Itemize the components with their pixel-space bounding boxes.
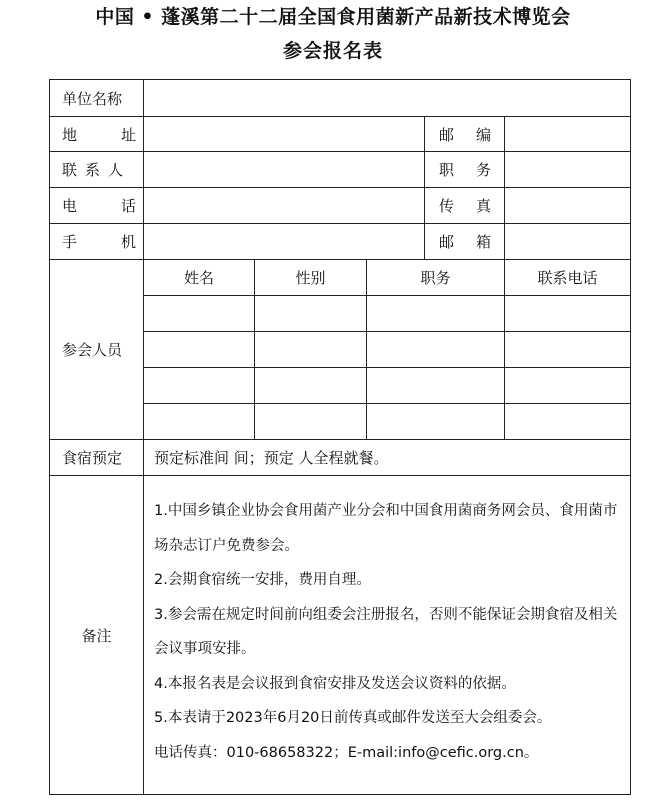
email-label: 邮 箱 [425, 224, 505, 260]
column-header-name: 姓名 [144, 260, 255, 296]
attendee-name-cell[interactable] [144, 332, 255, 368]
position-label: 职 务 [425, 152, 505, 188]
mobile-field[interactable] [144, 224, 425, 260]
notes-label: 备注 [50, 476, 144, 795]
email-field[interactable] [505, 224, 631, 260]
note-line: 1.中国乡镇企业协会食用菌产业分会和中国食用菌商务网会员、食用菌市场杂志订户免费参会。 [154, 503, 618, 554]
attendee-position-cell[interactable] [367, 332, 505, 368]
fax-label: 传 真 [425, 188, 505, 224]
attendees-label: 参会人员 [50, 260, 144, 440]
lodging-text: 预定标准间 间；预定 人全程就餐。 [144, 440, 631, 476]
attendee-position-cell[interactable] [367, 296, 505, 332]
note-line: 3.参会需在规定时间前向组委会注册报名，否则不能保证会期食宿及相关会议事项安排。 [154, 606, 618, 657]
registration-form-table [49, 79, 631, 795]
attendee-name-cell[interactable] [144, 368, 255, 404]
attendee-name-cell[interactable] [144, 404, 255, 440]
address-field[interactable] [144, 117, 425, 152]
fax-field[interactable] [505, 188, 631, 224]
lodging-label: 食宿预定 [50, 440, 144, 476]
mobile-label: 手 机 [50, 224, 144, 260]
note-line: 2.会期食宿统一安排，费用自理。 [154, 572, 371, 588]
contact-field[interactable] [144, 152, 425, 188]
document-subtitle: 参会报名表 [282, 40, 383, 62]
document-title: 中国 • 蓬溪第二十二届全国食用菌新产品新技术博览会 [95, 6, 571, 28]
contact-label: 联 系 人 [50, 152, 144, 188]
attendee-position-cell[interactable] [367, 404, 505, 440]
attendee-phone-cell[interactable] [505, 368, 631, 404]
unit-name-label: 单位名称 [50, 80, 144, 117]
phone-label: 电 话 [50, 188, 144, 224]
attendee-phone-cell[interactable] [505, 296, 631, 332]
note-line: 5.本表请于2023年6月20日前传真或邮件发送至大会组委会。 [154, 710, 552, 726]
notes-content [144, 476, 631, 795]
attendee-gender-cell[interactable] [255, 404, 367, 440]
position-field[interactable] [505, 152, 631, 188]
attendee-phone-cell[interactable] [505, 332, 631, 368]
attendee-phone-cell[interactable] [505, 404, 631, 440]
column-header-phone: 联系电话 [505, 260, 631, 296]
note-contact-line: 电话传真：010-68658322；E-mail:info@cefic.org.cn。 [154, 744, 539, 761]
attendee-gender-cell[interactable] [255, 332, 367, 368]
column-header-gender: 性别 [255, 260, 367, 296]
attendee-position-cell[interactable] [367, 368, 505, 404]
attendee-name-cell[interactable] [144, 296, 255, 332]
phone-field[interactable] [144, 188, 425, 224]
note-line: 4.本报名表是会议报到食宿安排及发送会议资料的依据。 [154, 675, 516, 692]
postcode-label: 邮 编 [425, 117, 505, 152]
address-label: 地 址 [50, 117, 144, 152]
attendee-gender-cell[interactable] [255, 296, 367, 332]
unit-name-field[interactable] [144, 80, 631, 117]
postcode-field[interactable] [505, 117, 631, 152]
attendee-gender-cell[interactable] [255, 368, 367, 404]
column-header-position: 职务 [367, 260, 505, 296]
